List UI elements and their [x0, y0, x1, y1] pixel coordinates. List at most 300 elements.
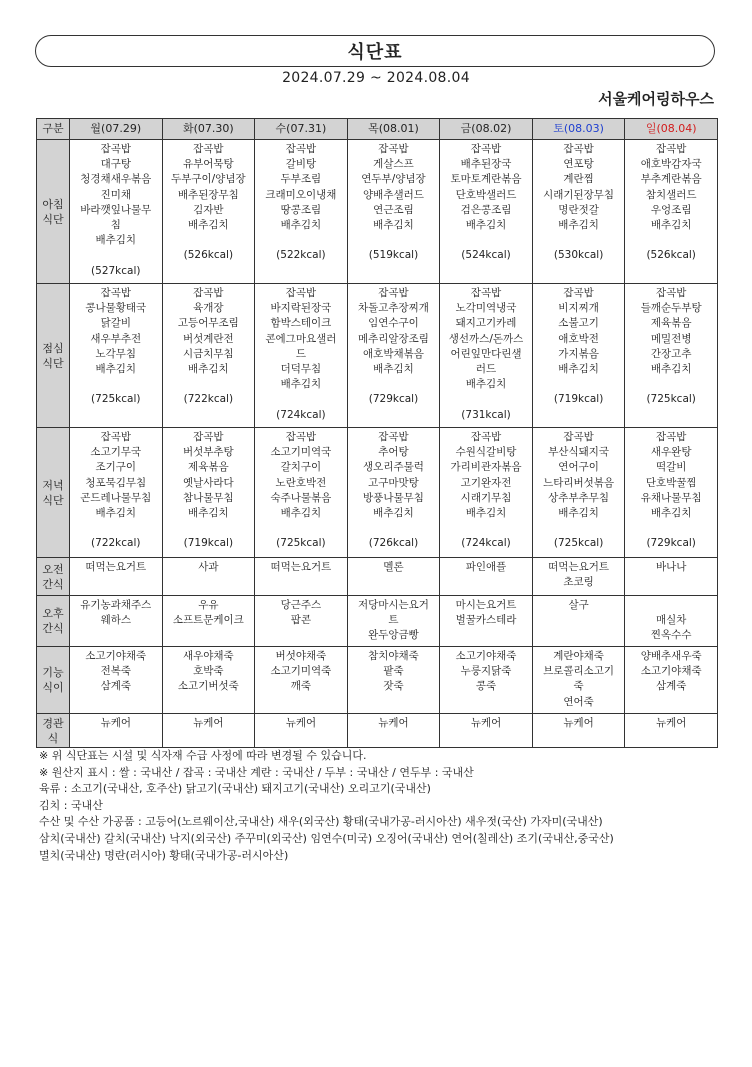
menu-item: 소고기버섯죽 [177, 680, 239, 693]
menu-cell [625, 284, 718, 428]
menu-item: 소고기야채죽 [640, 665, 702, 678]
menu-cell [255, 714, 348, 748]
menu-item: 어린잎만다린샐 [450, 347, 522, 360]
menu-item: 김자반 [193, 203, 224, 216]
menu-item: (519kcal) [368, 249, 419, 262]
header-day-2: 수(07.31) [255, 119, 348, 140]
menu-cell [532, 428, 625, 558]
menu-item: 잡곡밥 [100, 431, 131, 443]
menu-item: 토마토계란볶음 [450, 173, 522, 186]
page-title-text: 식단표 [347, 42, 403, 63]
menu-item: 양배추새우죽 [640, 650, 702, 662]
menu-item: 뉴케어 [378, 717, 409, 729]
menu-cell [162, 714, 255, 748]
menu-item [440, 392, 532, 407]
menu-cell [625, 647, 718, 714]
menu-item: (530kcal) [553, 249, 604, 262]
menu-item: (725kcal) [646, 393, 696, 406]
menu-item: 배추김치 [188, 363, 229, 376]
menu-item: 노각무침 [95, 347, 137, 360]
menu-item: 콩죽 [475, 680, 497, 693]
menu-item: 닭갈비 [100, 317, 131, 330]
menu-item: 애호박감자국 [640, 158, 702, 171]
menu-item: 돼지고기카레 [455, 317, 517, 330]
menu-item: 육개장 [193, 302, 224, 315]
meal-label-line: 오후 [42, 607, 64, 620]
menu-item [625, 377, 717, 392]
menu-item: 찐옥수수 [650, 629, 692, 642]
menu-cell [532, 284, 625, 428]
menu-item: (724kcal) [461, 537, 511, 550]
menu-item [163, 377, 255, 392]
menu-item: 가리비관자볶음 [450, 461, 522, 474]
meal-row [37, 428, 718, 558]
menu-item: 잡곡밥 [563, 287, 594, 299]
menu-item: 배추김치 [650, 219, 692, 232]
menu-item [70, 521, 162, 536]
menu-cell [347, 558, 440, 596]
menu-item: 참나물무침 [182, 491, 234, 504]
menu-item: 잡곡밥 [193, 143, 224, 155]
menu-item: 당근주스 [280, 599, 322, 611]
menu-item: 단호박샐러드 [455, 188, 517, 201]
menu-item: 소고기무국 [90, 446, 142, 459]
header-row [37, 119, 718, 140]
meal-row [37, 558, 718, 596]
menu-item: 차돌고추장찌개 [357, 302, 429, 315]
menu-item: 깨죽 [290, 680, 312, 693]
menu-item: 비지찌개 [558, 302, 599, 315]
menu-cell [347, 284, 440, 428]
menu-item: 메밀전병 [650, 332, 692, 345]
menu-item: 새우야채죽 [182, 650, 234, 662]
menu-item: 청포묵김무침 [85, 476, 147, 489]
menu-cell [347, 140, 440, 284]
menu-item: 수원식갈비탕 [455, 446, 517, 459]
menu-item: 잡곡밥 [285, 143, 317, 155]
meal-label-line: 식단 [42, 356, 64, 370]
note-line: 김치 : 국내산 [39, 798, 103, 812]
menu-cell [347, 714, 440, 748]
menu-item: 잡곡밥 [193, 431, 224, 443]
menu-cell [532, 596, 625, 647]
menu-item: (725kcal) [553, 537, 604, 550]
menu-item: 새우부추전 [90, 332, 142, 345]
header-day-5: 토(08.03) [532, 119, 625, 140]
menu-item: 가지볶음 [558, 347, 599, 360]
menu-item: 전복죽 [100, 665, 131, 678]
note-line: 수산 및 수산 가공품 : 고등어(노르웨이산,국내산) 새우(외국산) 황태(국내가공-러시아산) 새우젓(국산) 가자미(국내산) [39, 815, 603, 829]
menu-item: 버섯부추탕 [182, 446, 234, 459]
menu-item: 메추리알장조림 [357, 332, 429, 345]
menu-item: 명란젓갈 [558, 203, 599, 216]
menu-cell [625, 714, 718, 748]
menu-item: (524kcal) [461, 249, 511, 262]
menu-cell [532, 140, 625, 284]
menu-item: 생오리주물럭 [363, 461, 424, 474]
menu-item: 배추된장무침 [177, 188, 239, 201]
menu-item: (527kcal) [91, 264, 141, 277]
meal-label-line: 오전 [42, 562, 64, 576]
menu-cell [162, 140, 255, 284]
menu-item: 잡곡밥 [193, 287, 224, 299]
menu-item: 배추김치 [558, 507, 599, 520]
menu-item: 배추김치 [188, 219, 229, 232]
menu-item: (719kcal) [183, 537, 234, 550]
menu-item: 애호박전 [558, 332, 599, 345]
header-day-1: 화(07.30) [162, 119, 255, 140]
menu-item: 바나나 [655, 561, 687, 573]
menu-item: 소고기미역죽 [270, 665, 332, 678]
menu-period: 2024.07.29 ~ 2024.08.04 [282, 70, 470, 86]
menu-item [255, 392, 347, 407]
menu-item: 삼계죽 [100, 680, 131, 693]
menu-item: 바라깻잎나물무 [80, 203, 152, 216]
meal-label-line: 식단 [42, 212, 64, 226]
menu-item: 배추김치 [650, 363, 692, 376]
meal-label [37, 558, 70, 596]
menu-item: 부추계란볶음 [640, 173, 702, 186]
meal-row [37, 140, 718, 284]
header-category: 구분 [37, 119, 70, 140]
menu-cell [347, 647, 440, 714]
menu-item: 느타리버섯볶음 [543, 476, 615, 489]
menu-item [440, 233, 532, 248]
menu-item: 애호박채볶음 [363, 347, 424, 360]
menu-item [625, 233, 717, 248]
menu-item [255, 233, 347, 248]
menu-item: 갈비탕 [285, 158, 317, 171]
menu-item: 계란찜 [563, 173, 594, 186]
menu-cell [162, 647, 255, 714]
menu-item: 시래기된장무침 [543, 188, 615, 201]
menu-item [348, 377, 440, 392]
menu-item: 대구탕 [100, 158, 131, 171]
page-title [35, 35, 715, 67]
menu-item: 소프트문케이크 [172, 614, 244, 627]
menu-item: 옛날사라다 [182, 476, 234, 489]
menu-cell [532, 558, 625, 596]
menu-cell [440, 714, 533, 748]
menu-item: 숙주나물볶음 [270, 491, 332, 504]
header-day-6: 일(08.04) [625, 119, 718, 140]
menu-item: 마시는요거트 [455, 599, 517, 611]
note-line: ※ 원산지 표시 : 쌀 : 국내산 / 잡곡 : 국내산 계란 : 국내산 / 두부 : 국내산 / 연두부 : 국내산 [39, 765, 474, 779]
note-line: ※ 위 식단표는 시설 및 식자재 수급 사정에 따라 변경될 수 있습니다. [39, 749, 367, 762]
menu-item: 소고기미역국 [270, 446, 332, 459]
weekly-menu-table [36, 118, 718, 748]
menu-item: 배추김치 [558, 219, 599, 232]
menu-item: 고기완자전 [460, 476, 512, 489]
menu-item: 연어구이 [558, 461, 599, 474]
meal-label-line: 식단 [42, 493, 64, 507]
menu-cell [255, 140, 348, 284]
menu-item: 배추김치 [95, 507, 137, 520]
menu-item: 부산식돼지국 [548, 446, 610, 459]
menu-item [533, 377, 625, 392]
menu-item: 배추된장국 [460, 158, 512, 171]
menu-item: (731kcal) [461, 408, 511, 421]
menu-item [625, 598, 717, 613]
menu-item: 임연수구이 [368, 317, 419, 330]
meal-label [37, 647, 70, 714]
menu-cell [70, 558, 163, 596]
menu-item: 소고기야채죽 [85, 650, 147, 662]
menu-item: 잡곡밥 [655, 287, 687, 299]
menu-item: 초코링 [563, 576, 594, 589]
menu-cell [70, 714, 163, 748]
menu-item: 갈치구이 [280, 461, 322, 474]
menu-item: 호박죽 [193, 665, 224, 678]
menu-item: 콘에그마요샐러 [265, 332, 337, 345]
menu-item: 완두앙금빵 [368, 629, 419, 642]
menu-item: 잡곡밥 [563, 143, 594, 155]
menu-item: 잡곡밥 [470, 143, 502, 155]
menu-cell [625, 558, 718, 596]
menu-item: 잡곡밥 [655, 431, 687, 443]
menu-item: 두부조림 [280, 173, 322, 186]
menu-cell [162, 558, 255, 596]
menu-item: 추어탕 [378, 446, 409, 459]
menu-cell [440, 284, 533, 428]
menu-item: 배추김치 [650, 507, 692, 520]
menu-item: 배추김치 [280, 219, 322, 232]
meal-row [37, 284, 718, 428]
menu-item: 떡갈비 [655, 461, 687, 474]
menu-item: 배추김치 [95, 234, 137, 247]
menu-item: 브로콜리소고기 [543, 665, 615, 678]
menu-item: 시래기무침 [460, 491, 512, 504]
menu-cell [625, 596, 718, 647]
menu-cell [255, 284, 348, 428]
menu-item [625, 521, 717, 536]
menu-item: 배추김치 [280, 507, 322, 520]
menu-item: 두부구이/양념장 [171, 173, 246, 186]
menu-item: 콩나물황태국 [85, 302, 147, 315]
note-line: 육류 : 소고기(국내산, 호주산) 닭고기(국내산) 돼지고기(국내산) 오리고기(국내산) [39, 782, 431, 796]
menu-item: 배추김치 [465, 507, 507, 520]
menu-item: 잡곡밥 [285, 431, 317, 443]
menu-item: 곤드레나물무침 [80, 491, 152, 504]
meal-row [37, 714, 718, 748]
menu-item: 제육볶음 [650, 317, 692, 330]
menu-item: 잡곡밥 [100, 287, 131, 299]
menu-item: (726kcal) [368, 537, 419, 550]
menu-cell [347, 428, 440, 558]
menu-item: 소고기야채죽 [455, 650, 517, 662]
menu-cell [162, 428, 255, 558]
menu-item: 뉴케어 [100, 717, 131, 729]
menu-item: 잡곡밥 [378, 431, 409, 443]
header-day-3: 목(08.01) [347, 119, 440, 140]
notes-section [39, 748, 739, 864]
menu-item: 살구 [568, 599, 589, 611]
menu-item [440, 521, 532, 536]
menu-item: (725kcal) [276, 537, 326, 550]
menu-cell [532, 714, 625, 748]
menu-item: 저당마시는요거 [357, 599, 429, 611]
menu-cell [440, 140, 533, 284]
menu-cell [255, 647, 348, 714]
menu-item: 생선까스/돈까스 [448, 332, 524, 345]
menu-item: 진미채 [100, 188, 131, 201]
menu-cell [70, 596, 163, 647]
menu-item: 배추김치 [465, 378, 507, 391]
menu-item: 배추김치 [373, 507, 414, 520]
menu-item: 떠먹는요거트 [85, 561, 147, 573]
menu-item: 매실차 [655, 614, 687, 627]
menu-item [255, 521, 347, 536]
menu-item: 방풍나물무침 [363, 491, 424, 504]
meal-label-line: 저녁 [42, 478, 64, 492]
menu-item: 청경채새우볶음 [80, 173, 152, 186]
menu-item: 트 [388, 614, 399, 627]
menu-item: 멜론 [383, 561, 404, 573]
menu-item: 떠먹는요거트 [270, 561, 332, 573]
menu-item: 뉴케어 [285, 717, 317, 729]
menu-item: 새우완탕 [650, 446, 692, 459]
header-day-4: 금(08.02) [440, 119, 533, 140]
menu-item: 잡곡밥 [655, 143, 687, 155]
menu-item [348, 521, 440, 536]
menu-cell [625, 428, 718, 558]
menu-item: 잡곡밥 [470, 287, 502, 299]
menu-item: 크래미오이냉채 [265, 188, 337, 201]
menu-item [533, 233, 625, 248]
menu-item: 양배추샐러드 [363, 188, 424, 201]
menu-cell [532, 647, 625, 714]
menu-item: 뉴케어 [655, 717, 687, 729]
menu-item: 유기농과채주스 [80, 599, 152, 611]
menu-item [533, 521, 625, 536]
menu-item: 누룽지닭죽 [460, 665, 512, 678]
meal-label-line: 기능 [42, 666, 64, 679]
menu-item: 유부어묵탕 [182, 158, 234, 171]
menu-item: 연두부/양념장 [361, 173, 426, 186]
menu-item: (719kcal) [553, 393, 604, 406]
menu-item: 단호박꿀찜 [645, 476, 697, 489]
menu-item: 침 [110, 219, 121, 232]
menu-item: 게살스프 [373, 158, 414, 171]
menu-item: 고등어무조림 [177, 317, 239, 330]
menu-cell [255, 428, 348, 558]
menu-item: 벌꿀카스테라 [455, 614, 517, 627]
menu-item: 우엉조림 [650, 203, 692, 216]
menu-cell [625, 140, 718, 284]
menu-item: 들깨순두부탕 [640, 302, 702, 315]
menu-item: 잡곡밥 [285, 287, 317, 299]
organization-name: 서울케어링하우스 [598, 90, 714, 108]
meal-row [37, 647, 718, 714]
menu-item: 더덕무침 [280, 363, 322, 376]
meal-row [37, 596, 718, 647]
menu-item [348, 233, 440, 248]
meal-label-line: 식이 [42, 681, 64, 694]
menu-item: 검은콩조림 [460, 203, 512, 216]
menu-item: 잣죽 [383, 680, 404, 693]
menu-item: 상추부추무침 [548, 491, 610, 504]
menu-item: 잡곡밥 [100, 143, 131, 155]
menu-item: 간장고추 [650, 347, 692, 360]
menu-cell [70, 140, 163, 284]
menu-cell [70, 428, 163, 558]
menu-item [70, 248, 162, 263]
menu-item: 삼계죽 [655, 680, 687, 693]
note-line: 멸치(국내산) 명란(러시아) 황태(국내가공-러시아산) [39, 848, 289, 862]
menu-item: 죽 [573, 680, 584, 693]
menu-item: 러드 [475, 363, 497, 376]
menu-cell [162, 284, 255, 428]
menu-item: 배추김치 [188, 507, 229, 520]
menu-item: 잡곡밥 [378, 143, 409, 155]
menu-item: 배추김치 [465, 219, 507, 232]
meal-label-line: 경관 [42, 716, 64, 730]
menu-item: (729kcal) [368, 393, 419, 406]
menu-item: 팥죽 [383, 665, 404, 678]
meal-label [37, 140, 70, 284]
meal-label-line: 점심 [42, 341, 64, 355]
menu-item: 노각미역냉국 [455, 302, 517, 315]
menu-item [163, 233, 255, 248]
menu-item: 소불고기 [558, 317, 599, 330]
menu-item: 파인애플 [465, 561, 507, 573]
menu-item: 버섯야채죽 [275, 650, 327, 662]
menu-item: 바지락된장국 [270, 302, 332, 315]
menu-cell [70, 647, 163, 714]
menu-item: 고구마맛탕 [368, 476, 419, 489]
meal-label [37, 714, 70, 748]
menu-item: 사과 [198, 561, 219, 573]
note-line: 삼치(국내산) 갈치(국내산) 낙지(외국산) 주꾸미(외국산) 임연수(미국) 오징어(국내산) 연어(칠레산) 조기(국내산,중국산) [39, 831, 614, 845]
menu-item: (725kcal) [91, 393, 141, 406]
meal-label-line: 간식 [42, 577, 64, 591]
menu-item: 연어죽 [563, 695, 594, 708]
menu-item: 드 [295, 347, 306, 360]
menu-item: (522kcal) [276, 249, 326, 262]
menu-cell [440, 428, 533, 558]
meal-label-line: 간식 [42, 622, 64, 635]
menu-item: 참치샐러드 [645, 188, 697, 201]
menu-item: 뉴케어 [563, 717, 594, 729]
menu-item: 노란호박전 [275, 476, 327, 489]
meal-label [37, 596, 70, 647]
menu-item: (722kcal) [91, 537, 141, 550]
menu-item [163, 521, 255, 536]
menu-item: 떠먹는요거트 [548, 561, 610, 573]
menu-item: (526kcal) [646, 249, 696, 262]
menu-item: 조기구이 [95, 461, 137, 474]
header-day-0: 월(07.29) [70, 119, 163, 140]
meal-label-line: 식 [47, 731, 59, 745]
menu-item: (526kcal) [183, 249, 234, 262]
menu-item: 참치야채죽 [368, 650, 419, 662]
menu-cell [255, 558, 348, 596]
meal-label-line: 아침 [42, 197, 64, 211]
menu-item: 웨하스 [100, 614, 131, 627]
menu-item: 배추김치 [373, 363, 414, 376]
menu-cell [255, 596, 348, 647]
menu-item: 우유 [198, 599, 219, 611]
menu-item [70, 377, 162, 392]
menu-item: 배추김치 [95, 363, 137, 376]
meal-label [37, 428, 70, 558]
menu-item: 잡곡밥 [470, 431, 502, 443]
menu-item: 함박스테이크 [270, 317, 332, 330]
menu-item: 배추김치 [558, 363, 599, 376]
menu-item: (729kcal) [646, 537, 696, 550]
menu-item: 연근조림 [373, 203, 414, 216]
meal-label [37, 284, 70, 428]
